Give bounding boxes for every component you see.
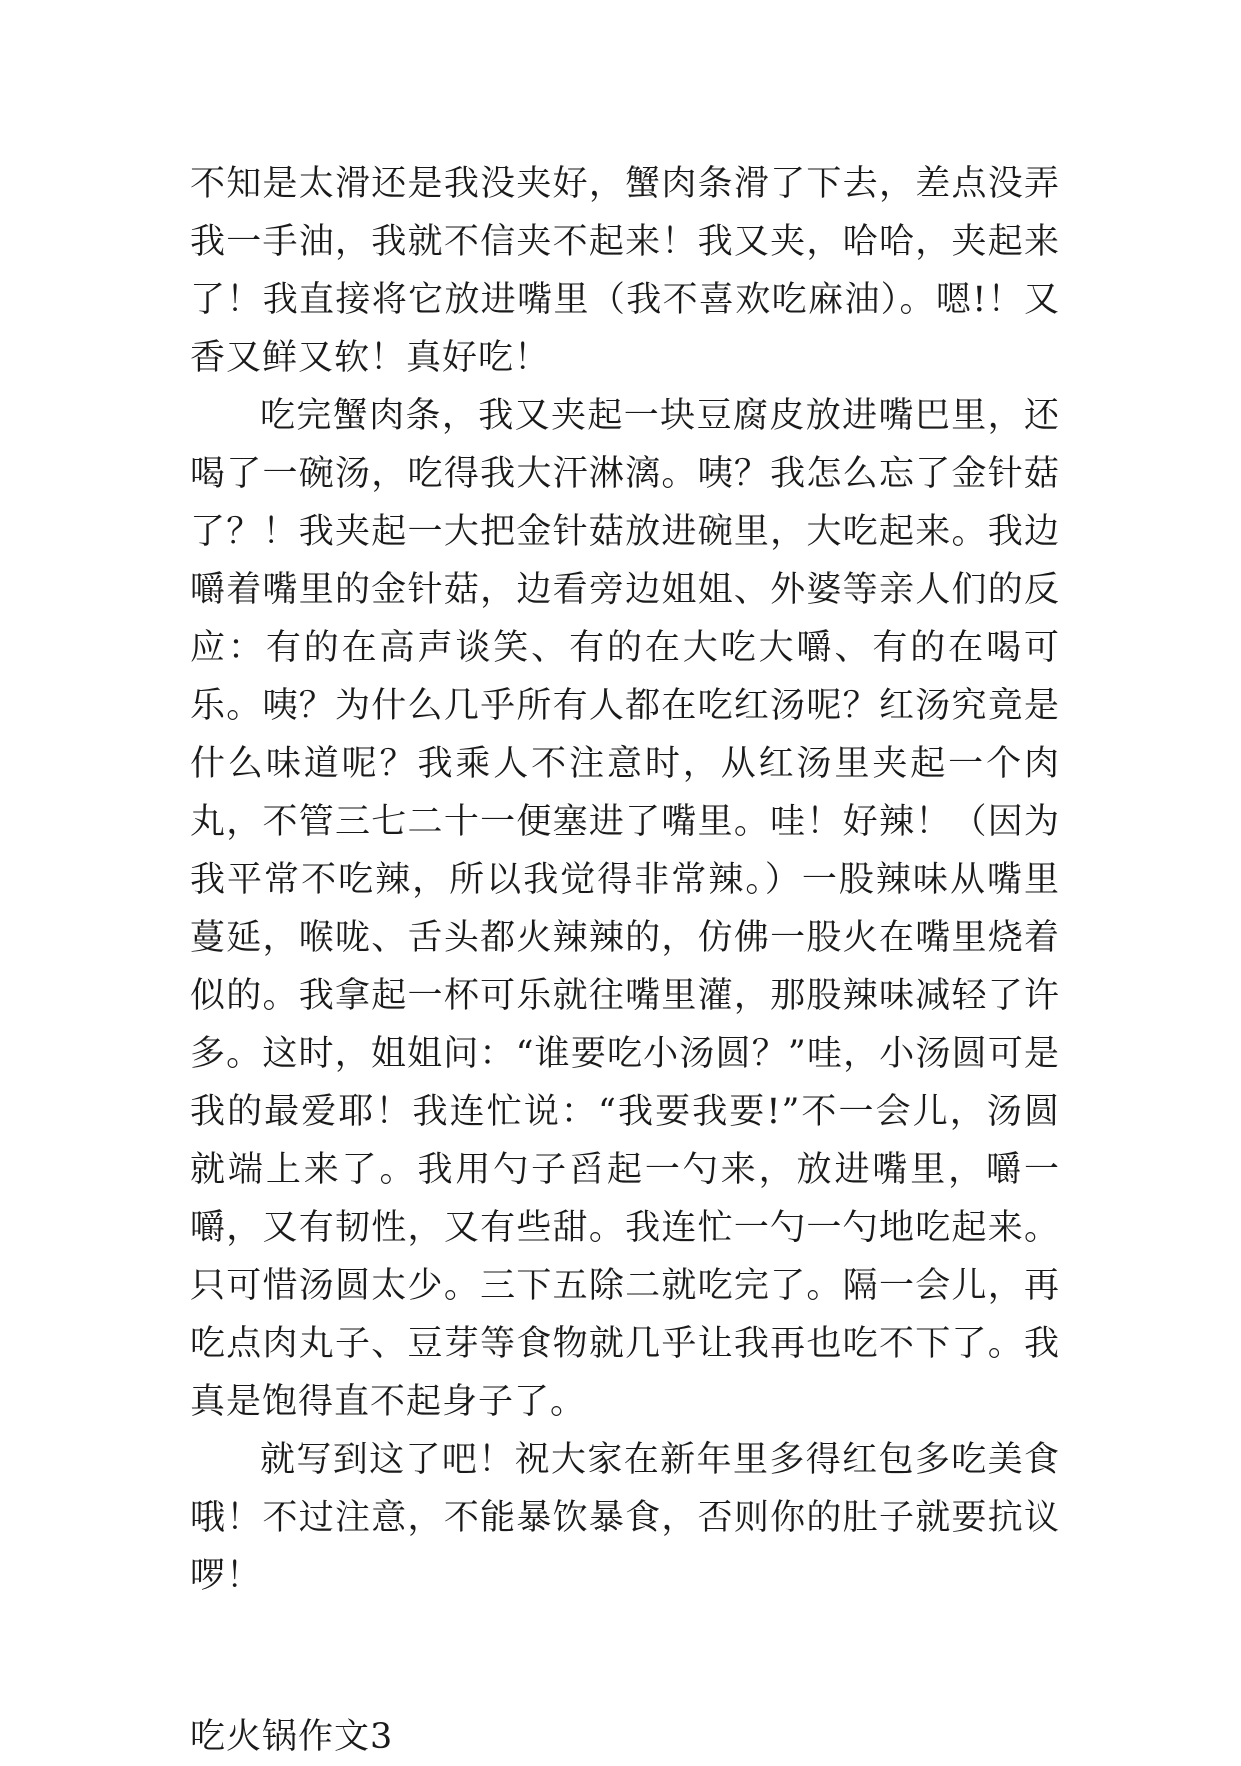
section-heading: 吃火锅作文3 [190,1717,394,1757]
paragraph-1: 不知是太滑还是我没夹好，蟹肉条滑了下去，差点没弄我一手油，我就不信夹不起来！我又夹，哈哈，夹起来了！我直接将它放进嘴里（我不喜欢吃麻油）。嗯!！又香又鲜又软！真好吃！ [190,164,1060,378]
paragraph-3: 就写到这了吧！祝大家在新年里多得红包多吃美食哦！不过注意，不能暴饮暴食，否则你的肚子就要抗议啰！ [190,1440,1060,1596]
paragraph-2: 吃完蟹肉条，我又夹起一块豆腐皮放进嘴巴里，还喝了一碗汤，吃得我大汗淋漓。咦？我怎么忘了金针菇了？！我夹起一大把金针菇放进碗里，大吃起来。我边嚼着嘴里的金针菇，边看旁边姐姐、外婆等亲人们的反应：有的在高声谈笑、有的在大吃大嚼、有的在喝可乐。咦？为什么几乎所有人都在吃红汤呢？红汤究竟是什么味道呢？我乘人不注意时，从红汤里夹起一个肉丸，不管三七二十一便塞进了嘴里。哇！好辣！（因为我平常不吃辣，所以我觉得非常辣。）一股辣味从嘴里蔓延，喉咙、舌头都火辣辣的，仿佛一股火在嘴里烧着似的。我拿起一杯可乐就往嘴里灌，那股辣味减轻了许多。这时，姐姐问：“谁要吃小汤圆？”哇，小汤圆可是我的最爱耶！我连忙说：“我要我要!”不一会儿，汤圆就端上来了。我用勺子舀起一勺来，放进嘴里，嚼一嚼，又有韧性，又有些甜。我连忙一勺一勺地吃起来。只可惜汤圆太少。三下五除二就吃完了。隔一会儿，再吃点肉丸子、豆芽等食物就几乎让我再也吃不下了。我真是饱得直不起身子了。 [190,396,1060,1422]
document-body [190,155,1060,1766]
